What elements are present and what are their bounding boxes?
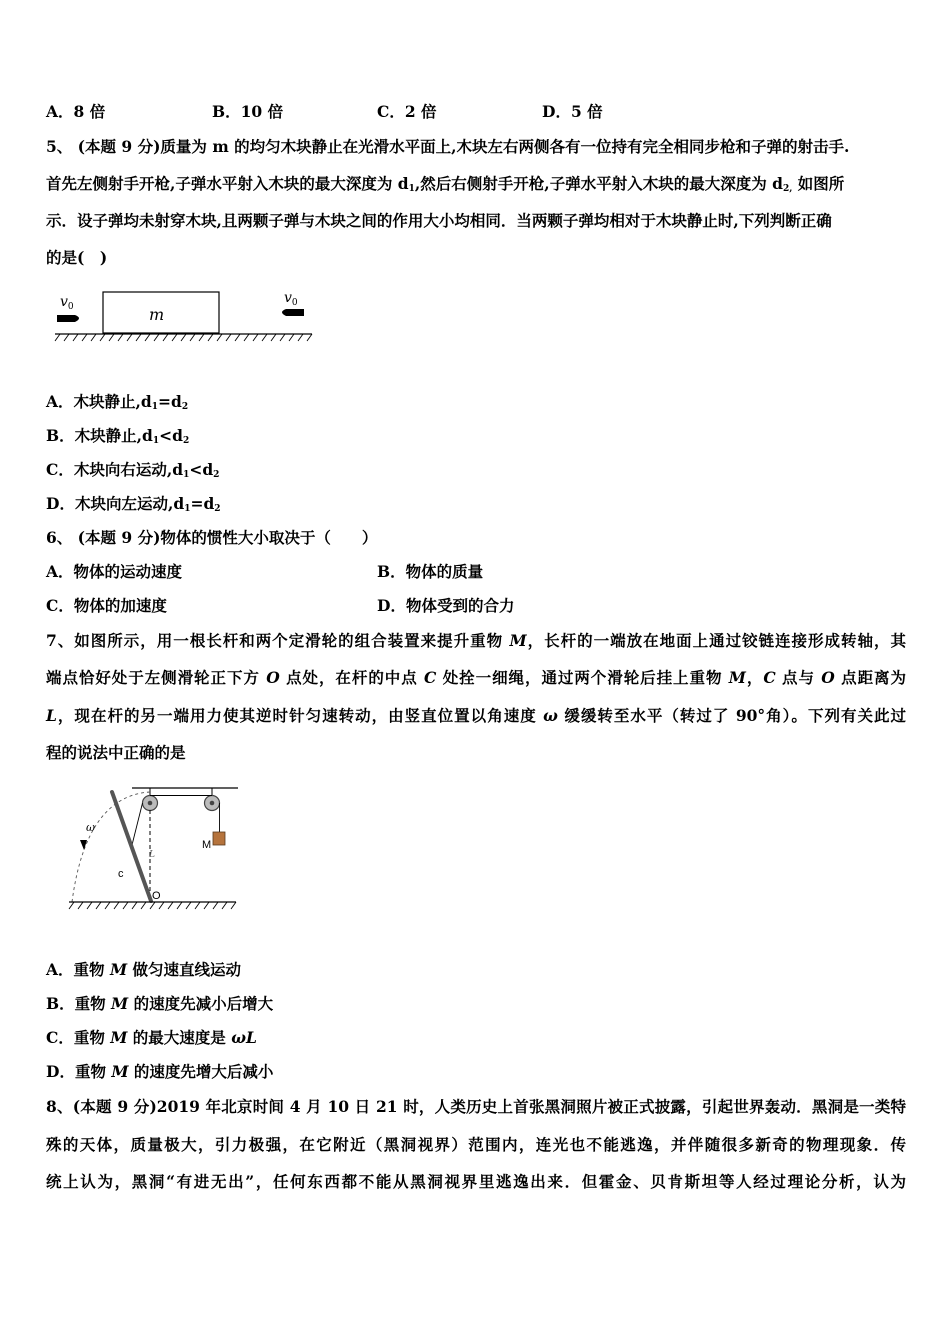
q7-option-d: D．重物 M 的速度先增大后减小 xyxy=(46,1062,274,1081)
q5-figure-block-bullets xyxy=(52,286,317,346)
q7-figure-pulley-rod xyxy=(62,780,247,915)
rope-to-rod xyxy=(132,803,143,845)
q7-option-b: B．重物 M 的速度先减小后增大 xyxy=(46,994,274,1013)
q8-stem-line2: 殊的天体，质量极大，引力极强，在它附近（黑洞视界）范围内，连光也不能逃逸，并伴随很多新奇的物理现象．传 xyxy=(46,1135,906,1154)
q4-option-a: A．8 倍 xyxy=(46,102,106,121)
q5-stem-line3: 示．设子弹均未射穿木块,且两颗子弹与木块之间的作用大小均相同．当两颗子弹均相对于木块静止时,下列判断正确 xyxy=(46,211,832,230)
omega-label: ω xyxy=(86,821,95,834)
q6-stem: 6、 (本题 9 分)物体的惯性大小取决于（ ） xyxy=(46,528,378,547)
rotation-arrow-icon xyxy=(80,840,87,850)
right-bullet-icon xyxy=(282,309,304,316)
left-bullet-icon xyxy=(57,315,79,322)
q8-stem-line1: 8、(本题 9 分)2019 年北京时间 4 月 10 日 21 时，人类历史上首张黑洞照片被正式披露，引起世界轰动．黑洞是一类特 xyxy=(46,1097,906,1116)
right-velocity-label: $v_0$ xyxy=(284,290,298,308)
ground-hatching xyxy=(55,334,312,341)
q5-option-c: C．木块向右运动$,d_1<d_2$ xyxy=(46,460,220,480)
q5-option-b: B．木块静止$,d_1<d_2$ xyxy=(46,426,190,446)
q5-stem-line2: 首先左侧射手开枪,子弹水平射入木块的最大深度为 $d_1$,然后右侧射手开枪,子弹水平射入木块的最大深度为 $d_{2,}$ 如图所 xyxy=(46,174,845,194)
q5-option-a: A．木块静止$,d_1=d_2$ xyxy=(46,392,189,412)
left-velocity-label: $v_0$ xyxy=(60,294,74,312)
q7-stem-line1: 7、如图所示，用一根长杆和两个定滑轮的组合装置来提升重物 M，长杆的一端放在地面上通过铰链连接形成转轴，其 xyxy=(46,631,906,650)
q7-option-c: C．重物 M 的最大速度是 ωL xyxy=(46,1028,257,1047)
block-mass-label: m xyxy=(149,305,165,324)
q5-option-d: D．木块向左运动$,d_1=d_2$ xyxy=(46,494,221,514)
q7-stem-line4: 程的说法中正确的是 xyxy=(46,743,186,762)
weight-label: M xyxy=(202,839,212,851)
q6-option-a: A．物体的运动速度 xyxy=(46,562,183,581)
weight-m xyxy=(213,832,225,845)
point-c-label: c xyxy=(118,868,124,880)
q4-option-b: B．10 倍 xyxy=(212,102,284,121)
q4-option-c: C．2 倍 xyxy=(377,102,437,121)
q7-stem-line3: L，现在杆的另一端用力使其逆时针匀速转动，由竖直位置以角速度 ω 缓缓转至水平（转过了 90°角）。下列有关此过 xyxy=(46,706,906,725)
length-label: L xyxy=(149,850,155,860)
q6-option-b: B．物体的质量 xyxy=(377,562,484,581)
q7-option-a: A．重物 M 做匀速直线运动 xyxy=(46,960,242,979)
q4-option-d: D．5 倍 xyxy=(542,102,603,121)
q7-ground-hatching xyxy=(69,902,236,909)
q5-stem-line4: 的是( ) xyxy=(46,248,108,267)
q6-option-c: C．物体的加速度 xyxy=(46,596,167,615)
q8-stem-line3: 统上认为，黑洞“有进无出”，任何东西都不能从黑洞视界里逃逸出来．但霍金、贝肯斯坦等人经过理论分析，认为 xyxy=(46,1172,906,1191)
q5-stem-line1: 5、 (本题 9 分)质量为 m 的均匀木块静止在光滑水平面上,木块左右两侧各有一位持有完全相同步枪和子弹的射击手. xyxy=(46,137,850,156)
q6-option-d: D．物体受到的合力 xyxy=(377,596,515,615)
point-o-label: O xyxy=(152,890,161,902)
q7-stem-line2: 端点恰好处于左侧滑轮正下方 O 点处，在杆的中点 C 处拴一细绳，通过两个滑轮后挂上重物 M，C 点与 O 点距离为 xyxy=(46,668,906,687)
